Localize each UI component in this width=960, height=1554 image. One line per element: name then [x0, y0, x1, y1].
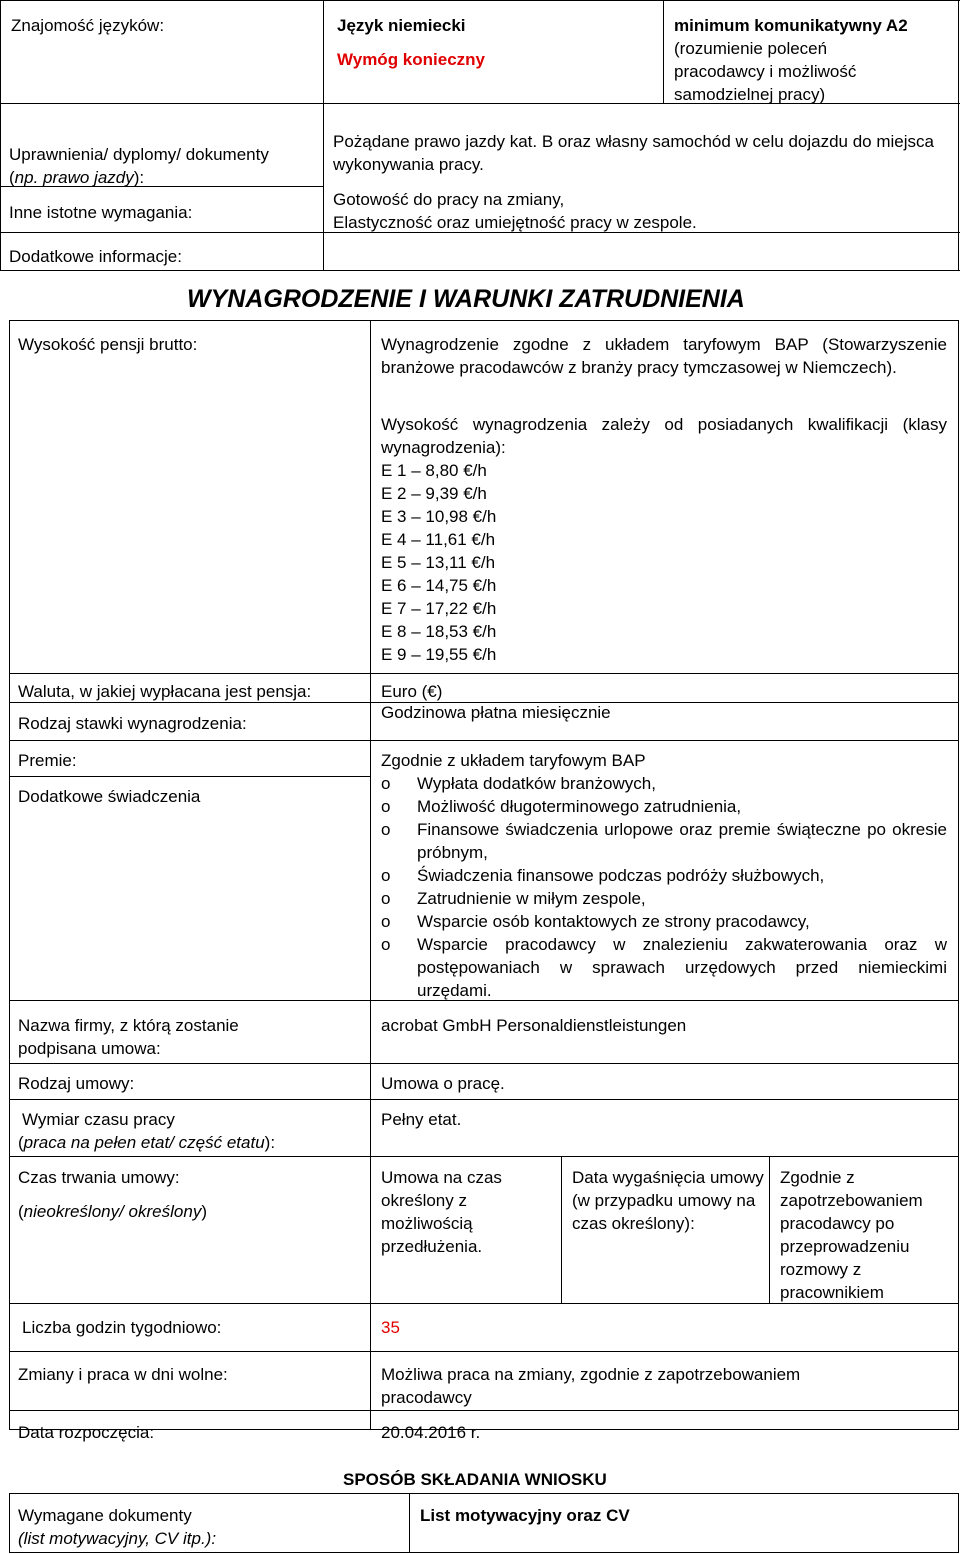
shifts-value: Możliwa praca na zmiany, zgodnie z zapotrzebowaniem pracodawcy [381, 1365, 801, 1407]
bullet-icon: o [381, 866, 391, 885]
salary-rate: E 5 – 13,11 €/h [381, 553, 496, 572]
other-requirements-value-line2: Elastyczność oraz umiejętność pracy w zespole. [333, 213, 697, 232]
qualifications-label-suffix: ): [133, 168, 145, 187]
duration-label-italic: nieokreślony/ określony [23, 1202, 202, 1221]
qualifications-value: Pożądane prawo jazdy kat. B oraz własny samochód w celu dojazdu do miejsca wykonywania pracy. [333, 132, 934, 174]
duration-label-suffix: ) [201, 1202, 207, 1221]
contract-expiry-label: Data wygaśnięcia umowy (w przypadku umowy na czas określony): [572, 1168, 764, 1233]
language-level-title: minimum komunikatywny A2 [674, 16, 908, 35]
benefit-item: Zatrudnienie w miłym zespole, [417, 889, 646, 908]
language-requirement: Wymóg konieczny [337, 50, 485, 69]
contract-type-label: Rodzaj umowy: [18, 1074, 135, 1093]
salary-rate: E 9 – 19,55 €/h [381, 645, 497, 664]
company-value: acrobat GmbH Personaldienstleistungen [381, 1016, 687, 1035]
salary-rates-list [381, 459, 496, 666]
company-label-line1: Nazwa firmy, z którą zostanie [18, 1016, 239, 1035]
salary-rate: E 4 – 11,61 €/h [381, 530, 496, 549]
required-docs-value: List motywacyjny oraz CV [420, 1506, 630, 1525]
row-divider [9, 1099, 959, 1100]
duration-col-divider [769, 1156, 770, 1303]
company-label-line2: podpisana umowa: [18, 1039, 161, 1058]
bullet-icon: o [381, 774, 391, 793]
duration-label [18, 1166, 207, 1223]
salary-rate: E 8 – 18,53 €/h [381, 622, 497, 641]
row-divider [9, 1303, 959, 1304]
duration-col-divider [561, 1156, 562, 1303]
benefit-item: Świadczenia finansowe podczas podróży służbowych, [417, 866, 825, 885]
bonuses-value: Zgodnie z układem taryfowym BAP [381, 751, 646, 770]
salary-rate: E 1 – 8,80 €/h [381, 461, 487, 480]
contract-type-value: Umowa o pracę. [381, 1074, 505, 1093]
salary-rate: E 2 – 9,39 €/h [381, 484, 487, 503]
bullet-icon: o [381, 797, 391, 816]
other-requirements-value-line1: Gotowość do pracy na zmiany, [333, 190, 565, 209]
start-date-label: Data rozpoczęcia: [18, 1423, 155, 1442]
salary-section-divider [370, 320, 371, 1430]
salary-text-2: Wysokość wynagrodzenia zależy od posiadanych kwalifikacji (klasy wynagrodzenia): [381, 415, 947, 457]
benefit-item: Finansowe świadczenia urlopowe oraz premie świąteczne po okresie próbnym, [417, 820, 947, 862]
application-title: SPOSÓB SKŁADANIA WNIOSKU [343, 1470, 607, 1489]
section-title: WYNAGRODZENIE I WARUNKI ZATRUDNIENIA [187, 285, 745, 313]
row-divider [9, 1063, 959, 1064]
salary-label: Wysokość pensji brutto: [18, 335, 198, 354]
duration-label-line1: Czas trwania umowy: [18, 1168, 180, 1187]
row-divider [9, 740, 959, 741]
bullet-icon: o [381, 889, 391, 908]
salary-rate: E 6 – 14,75 €/h [381, 576, 497, 595]
benefit-item: Wsparcie pracodawcy w znalezieniu zakwaterowania oraz w postępowaniach w sprawach urzędowych przed niemieckimi urzędami. [417, 935, 947, 1000]
bonuses-label: Premie: [18, 751, 77, 770]
qualifications-label-prefix: ( [9, 168, 15, 187]
weekly-hours-label: Liczba godzin tygodniowo: [22, 1318, 222, 1337]
shifts-label: Zmiany i praca w dni wolne: [18, 1365, 228, 1384]
working-time-label-prefix: ( [18, 1133, 24, 1152]
language-name: Język niemiecki [337, 16, 466, 35]
table-border-right [958, 0, 959, 271]
rate-type-value: Godzinowa płatna miesięcznie [381, 703, 611, 722]
additional-info-label: Dodatkowe informacje: [9, 247, 182, 266]
working-time-value: Pełny etat. [381, 1110, 462, 1129]
row-divider [9, 673, 959, 674]
company-label [18, 1014, 239, 1060]
other-requirements-label: Inne istotne wymagania: [9, 203, 193, 222]
currency-value: Euro (€) [381, 682, 443, 701]
languages-label: Znajomość języków: [11, 16, 165, 35]
weekly-hours-value: 35 [381, 1318, 400, 1337]
working-time-label-line1: Wymiar czasu pracy [22, 1110, 175, 1129]
start-date-value: 20.04.2016 r. [381, 1423, 481, 1442]
table-border-left [0, 0, 1, 271]
benefit-item: Możliwość długoterminowego zatrudnienia, [417, 797, 742, 816]
bullet-icon: o [381, 820, 391, 839]
table-border-bottom [0, 270, 960, 271]
language-level-description: (rozumienie poleceń pracodawcy i możliwość samodzielnej pracy) [674, 39, 857, 104]
rate-type-label: Rodzaj stawki wynagrodzenia: [18, 714, 247, 733]
duration-value: Umowa na czas określony z możliwością przedłużenia. [381, 1168, 502, 1256]
qualifications-label-line1: Uprawnienia/ dyplomy/ dokumenty [9, 145, 269, 164]
benefits-label: Dodatkowe świadczenia [18, 787, 201, 806]
benefit-item: Wypłata dodatków branżowych, [417, 774, 656, 793]
qualifications-label-italic: np. prawo jazdy [14, 168, 134, 187]
row-divider [9, 1000, 959, 1001]
currency-label: Waluta, w jakiej wypłacana jest pensja: [18, 682, 312, 701]
bullet-icon: o [381, 935, 391, 954]
working-time-label [18, 1108, 275, 1154]
required-docs-label-line2: (list motywacyjny, CV itp.): [18, 1529, 217, 1548]
bullet-icon: o [381, 912, 391, 931]
contract-expiry-value: Zgodnie z zapotrzebowaniem pracodawcy po przeprowadzeniu rozmowy z pracownikiem [780, 1168, 923, 1302]
table-border-top [0, 0, 960, 1]
benefit-item: Wsparcie osób kontaktowych ze strony pracodawcy, [417, 912, 810, 931]
row-divider-left [9, 776, 370, 777]
row-divider [9, 1410, 959, 1411]
table-divider-col2 [663, 0, 664, 103]
working-time-label-suffix: ): [264, 1133, 276, 1152]
salary-rate: E 7 – 17,22 €/h [381, 599, 497, 618]
qualifications-label [9, 143, 319, 189]
working-time-label-italic: praca na pełen etat/ część etatu [23, 1133, 265, 1152]
required-docs-label [18, 1504, 216, 1550]
application-col-divider [409, 1493, 410, 1553]
duration-label-prefix: ( [18, 1202, 24, 1221]
salary-text-1: Wynagrodzenie zgodne z układem taryfowym BAP (Stowarzyszenie branżowe pracodawców z branży pracy tymczasowej w Niemczech). [381, 335, 947, 377]
required-docs-label-line1: Wymagane dokumenty [18, 1506, 192, 1525]
salary-rate: E 3 – 10,98 €/h [381, 507, 497, 526]
row-divider [9, 1351, 959, 1352]
table-divider-col1 [323, 0, 324, 271]
row-divider [9, 1156, 959, 1157]
